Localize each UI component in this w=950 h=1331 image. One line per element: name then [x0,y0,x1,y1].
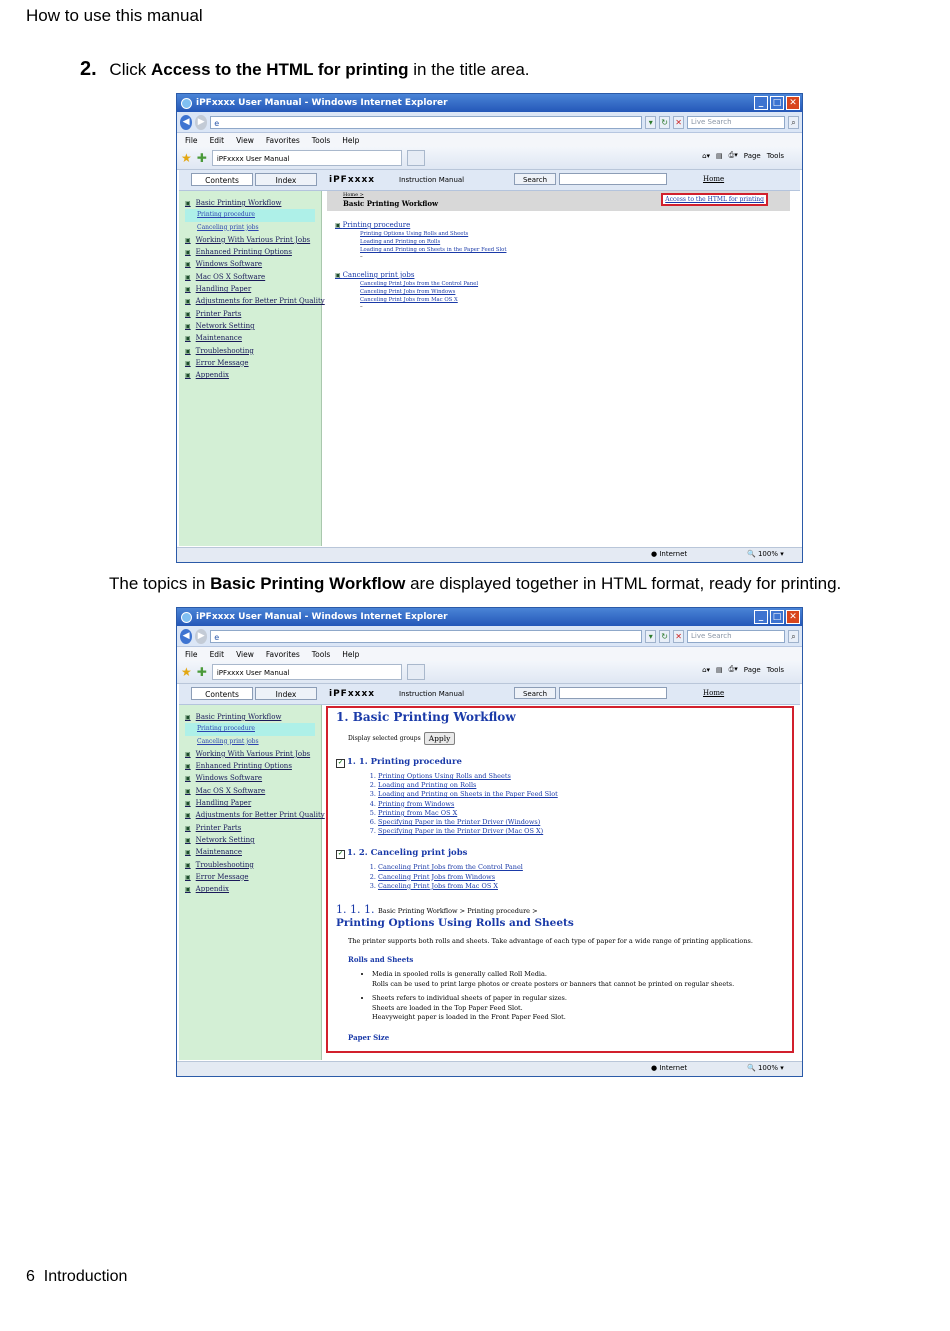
section-link[interactable]: 3. Canceling Print Jobs from Mac OS X [378,882,784,891]
add-favorite-icon[interactable]: ✚ [196,151,207,165]
forward-button[interactable]: ▶ [195,115,207,130]
topic-title: Printing Options Using Rolls and Sheets [336,917,574,930]
sidebar-item[interactable]: ▣ Basic Printing Workflow [185,197,321,209]
page-content [179,170,800,546]
step-instruction [80,58,530,81]
minimize-button[interactable]: _ [754,96,768,110]
brand-logo: iPFxxxx [329,175,376,185]
search-button[interactable]: Search [514,173,556,185]
search-icon[interactable]: ⌕ [788,116,799,129]
dropdown-icon[interactable]: ▾ [645,630,656,643]
close-button[interactable]: ✕ [786,96,800,110]
sidebar-item[interactable]: ▣ Printer Parts [185,308,321,320]
search-icon[interactable]: ⌕ [788,630,799,643]
brand-logo: iPFxxxx [329,689,376,699]
new-tab-button[interactable] [407,664,425,680]
zoom-control[interactable]: 🔍 100% ▾ [747,550,784,558]
toc-heading[interactable]: ▣ Canceling print jobs [335,271,506,279]
page-number: 6 [26,1268,35,1285]
group-checkbox[interactable]: ✓ [337,850,344,858]
browser-tab[interactable]: iPFxxxx User Manual [212,150,402,166]
new-tab-button[interactable] [407,150,425,166]
sidebar-subitem[interactable]: Canceling print jobs [197,223,259,231]
toc-link[interactable]: Printing Options Using Rolls and Sheets [360,231,469,237]
index-tab[interactable]: Index [255,687,317,700]
menu-edit[interactable]: Edit [209,135,225,145]
feeds-icon[interactable]: ▤ [716,151,723,160]
sidebar-item[interactable]: ▣ Troubleshooting [185,345,321,357]
display-groups-label: Display selected groups [348,735,421,742]
menu-favorites[interactable]: Favorites [265,135,300,145]
back-button[interactable]: ◀ [180,629,192,644]
brand-sub: Instruction Manual [399,690,465,698]
caption-prefix: The topics in [109,574,206,593]
search-button[interactable]: Search [514,687,556,699]
sidebar-item[interactable]: ▣ Troubleshooting [185,859,321,871]
topic-header [336,903,784,916]
sidebar-item[interactable]: ▣ Appendix [185,883,321,895]
step-number: 2. [80,58,97,80]
menu-help[interactable]: Help [342,135,360,145]
menu-view[interactable]: View [236,135,254,145]
window-title: iPFxxxx User Manual - Windows Internet Explorer [196,612,448,622]
page-title: Basic Printing Workflow [343,199,439,208]
toc-link[interactable]: Loading and Printing on Rolls [360,239,441,245]
menu-view[interactable]: View [236,649,254,659]
maximize-button[interactable]: □ [770,96,784,110]
favorites-bar [177,661,802,684]
sidebar-item[interactable]: ▣ Working With Various Print Jobs [185,234,321,246]
contents-tab[interactable]: Contents [191,687,253,700]
ie-icon [181,98,192,109]
subheading-paper-size: Paper Size [348,1032,390,1042]
title-bar [177,94,802,112]
section-link[interactable]: 2. Loading and Printing on Rolls [378,781,784,790]
toc-link[interactable]: Loading and Printing on Sheets in the Paper Feed Slot [360,247,507,253]
sidebar-item[interactable]: ▣ Basic Printing Workflow [185,711,321,723]
section-link[interactable]: 5. Printing from Mac OS X [378,809,784,818]
topic-path: Basic Printing Workflow > Printing procedure > [377,907,538,916]
main-pane [325,191,800,546]
zoom-control[interactable]: 🔍 100% ▾ [747,1064,784,1072]
sidebar-subitem[interactable]: Canceling print jobs [197,737,259,745]
sidebar-item[interactable]: ▣ Maintenance [185,846,321,858]
page-content [179,684,800,1060]
minimize-button[interactable]: _ [754,610,768,624]
topic-number: 1. 1. 1. [336,903,375,917]
sidebar-item[interactable]: ▣ Adjustments for Better Print Quality [185,295,321,307]
menu-help[interactable]: Help [342,649,360,659]
address-field[interactable]: e [210,116,642,129]
favorites-star-icon[interactable]: ★ [181,151,192,165]
sidebar-item[interactable]: ▣ Maintenance [185,332,321,344]
section-link[interactable]: 6. Specifying Paper in the Printer Driver (Windows) [378,818,784,827]
apply-button[interactable]: Apply [424,732,456,745]
window-title: iPFxxxx User Manual - Windows Internet Explorer [196,98,448,108]
section-link[interactable]: 4. Printing from Windows [378,800,784,809]
add-favorite-icon[interactable]: ✚ [196,665,207,679]
sidebar-item[interactable]: ▣ Working With Various Print Jobs [185,748,321,760]
toc-link[interactable]: Canceling Print Jobs from the Control Panel [360,281,479,287]
feeds-icon[interactable]: ▤ [716,665,723,674]
toc-dash: – [360,304,363,310]
toc [335,221,506,311]
caption-suffix: are displayed together in HTML format, ready for printing. [410,574,842,593]
subheading-rolls: Rolls and Sheets [348,955,414,965]
section-list [336,772,784,836]
print-icon[interactable]: ⎙▾ [728,151,738,159]
page-menu[interactable]: Page [743,665,761,674]
sidebar-subitem[interactable]: Printing procedure [185,723,315,735]
section-link[interactable]: 7. Specifying Paper in the Printer Driver (Mac OS X) [378,827,784,836]
browser-tab[interactable]: iPFxxxx User Manual [212,664,402,680]
sidebar-item[interactable]: ▣ Windows Software [185,772,321,784]
tools-menu[interactable]: Tools [766,665,784,674]
step-bold: Access to the HTML for printing [151,60,409,79]
status-bar [177,547,802,562]
sidebar-item[interactable]: ▣ Network Setting [185,320,321,332]
browser-window-2 [176,607,803,1077]
section-list [336,863,784,891]
sidebar-item[interactable]: ▣ Error Message [185,357,321,369]
home-icon[interactable]: ⌂▾ [702,151,711,160]
sidebar-item[interactable]: ▣ Appendix [185,369,321,381]
stop-icon[interactable]: ✕ [673,116,684,129]
search-input[interactable] [559,687,667,699]
forward-button[interactable]: ▶ [195,629,207,644]
contents-tab[interactable]: Contents [191,173,253,186]
sidebar-subitem[interactable]: Printing procedure [185,209,315,221]
sidebar-item[interactable]: ▣ Printer Parts [185,822,321,834]
section-link[interactable]: 1. Canceling Print Jobs from the Control Panel [378,863,784,872]
browser-window-1 [176,93,803,563]
menu-tools[interactable]: Tools [311,135,331,145]
section-link[interactable]: 2. Canceling Print Jobs from Windows [378,873,784,882]
ie-icon [181,612,192,623]
page-footer [26,1268,127,1286]
caption-bold: Basic Printing Workflow [210,574,406,593]
group-checkbox[interactable]: ✓ [337,759,344,766]
breadcrumb-home[interactable]: Home > [343,192,364,198]
back-button[interactable]: ◀ [180,115,192,130]
address-bar [177,112,802,133]
sidebar-item[interactable]: ▣ Mac OS X Software [185,785,321,797]
manual-nav [179,684,800,705]
step-suffix: in the title area. [413,60,530,79]
bullet-list [336,970,784,1023]
caption [109,574,841,594]
sidebar [179,191,325,546]
zone-label: ● Internet [651,1064,688,1072]
sidebar-item[interactable]: ▣ Adjustments for Better Print Quality [185,809,321,821]
zone-label: ● Internet [651,550,688,558]
display-groups [348,732,784,745]
sidebar-item[interactable]: ▣ Enhanced Printing Options [185,760,321,772]
stop-icon[interactable]: ✕ [673,630,684,643]
live-search-input[interactable]: Live Search [687,630,785,643]
section-link[interactable]: 3. Loading and Printing on Sheets in the Paper Feed Slot [378,790,784,799]
dropdown-icon[interactable]: ▾ [645,116,656,129]
sidebar-item[interactable]: ▣ Windows Software [185,258,321,270]
topic-intro: The printer supports both rolls and sheets. Take advantage of each type of paper for a wide range of printing applications. [348,937,753,946]
section-heading: ✓ 1. 2. Canceling print jobs [337,848,468,859]
main-pane [325,705,800,1060]
section-link[interactable]: 1. Printing Options Using Rolls and Sheets [378,772,784,781]
toc-link[interactable]: Canceling Print Jobs from Mac OS X [360,297,458,303]
step-prefix: Click [109,60,147,79]
menu-favorites[interactable]: Favorites [265,649,300,659]
brand-sub: Instruction Manual [399,176,465,184]
sidebar-item[interactable]: ▣ Enhanced Printing Options [185,246,321,258]
toc-dash: – [360,254,363,260]
menu-file[interactable]: File [185,649,198,659]
tools-menu[interactable]: Tools [766,151,784,160]
menu-bar [177,647,802,661]
close-button[interactable]: ✕ [786,610,800,624]
refresh-icon[interactable]: ↻ [659,116,670,129]
menu-file[interactable]: File [185,135,198,145]
sidebar-item[interactable]: ▣ Error Message [185,871,321,883]
bullet-item: • Sheets refers to individual sheets of paper in regular sizes. Sheets are loaded in the Top Paper Feed Slot. Heavyweight paper is loaded in the Front Paper Feed Slot. [372,994,784,1023]
index-tab[interactable]: Index [255,173,317,186]
print-view-frame [326,706,794,1053]
menu-tools[interactable]: Tools [311,649,331,659]
breadcrumb [327,191,790,211]
title-bar [177,608,802,626]
bullet-item: • Media in spooled rolls is generally called Roll Media. Rolls can be used to print large photos or create posters or banners that cannot be printed on regular sheets. [372,970,784,989]
print-title: 1. Basic Printing Workflow [336,710,516,724]
manual-nav [179,170,800,191]
footer-section: Introduction [43,1268,128,1285]
sidebar-item[interactable]: ▣ Handling Paper [185,283,321,295]
address-field[interactable]: e [210,630,642,643]
status-bar [177,1061,802,1076]
sidebar-item[interactable]: ▣ Mac OS X Software [185,271,321,283]
search-input[interactable] [559,173,667,185]
maximize-button[interactable]: □ [770,610,784,624]
address-bar [177,626,802,647]
sidebar-item[interactable]: ▣ Handling Paper [185,797,321,809]
refresh-icon[interactable]: ↻ [659,630,670,643]
access-html-printing-link[interactable]: Access to the HTML for printing [661,193,768,206]
page-menu[interactable]: Page [743,151,761,160]
sidebar [179,705,325,1060]
section-heading: ✓ 1. 1. Printing procedure [337,757,462,767]
page-header: How to use this manual [26,6,203,25]
home-link[interactable]: Home [703,175,725,183]
sidebar-item[interactable]: ▣ Network Setting [185,834,321,846]
favorites-star-icon[interactable]: ★ [181,665,192,679]
home-link[interactable]: Home [703,689,725,697]
menu-edit[interactable]: Edit [209,649,225,659]
toc-link[interactable]: Canceling Print Jobs from Windows [360,289,456,295]
print-icon[interactable]: ⎙▾ [728,665,738,673]
home-icon[interactable]: ⌂▾ [702,665,711,674]
menu-bar [177,133,802,147]
live-search-input[interactable]: Live Search [687,116,785,129]
favorites-bar [177,147,802,170]
toc-heading[interactable]: ▣ Printing procedure [335,221,506,229]
